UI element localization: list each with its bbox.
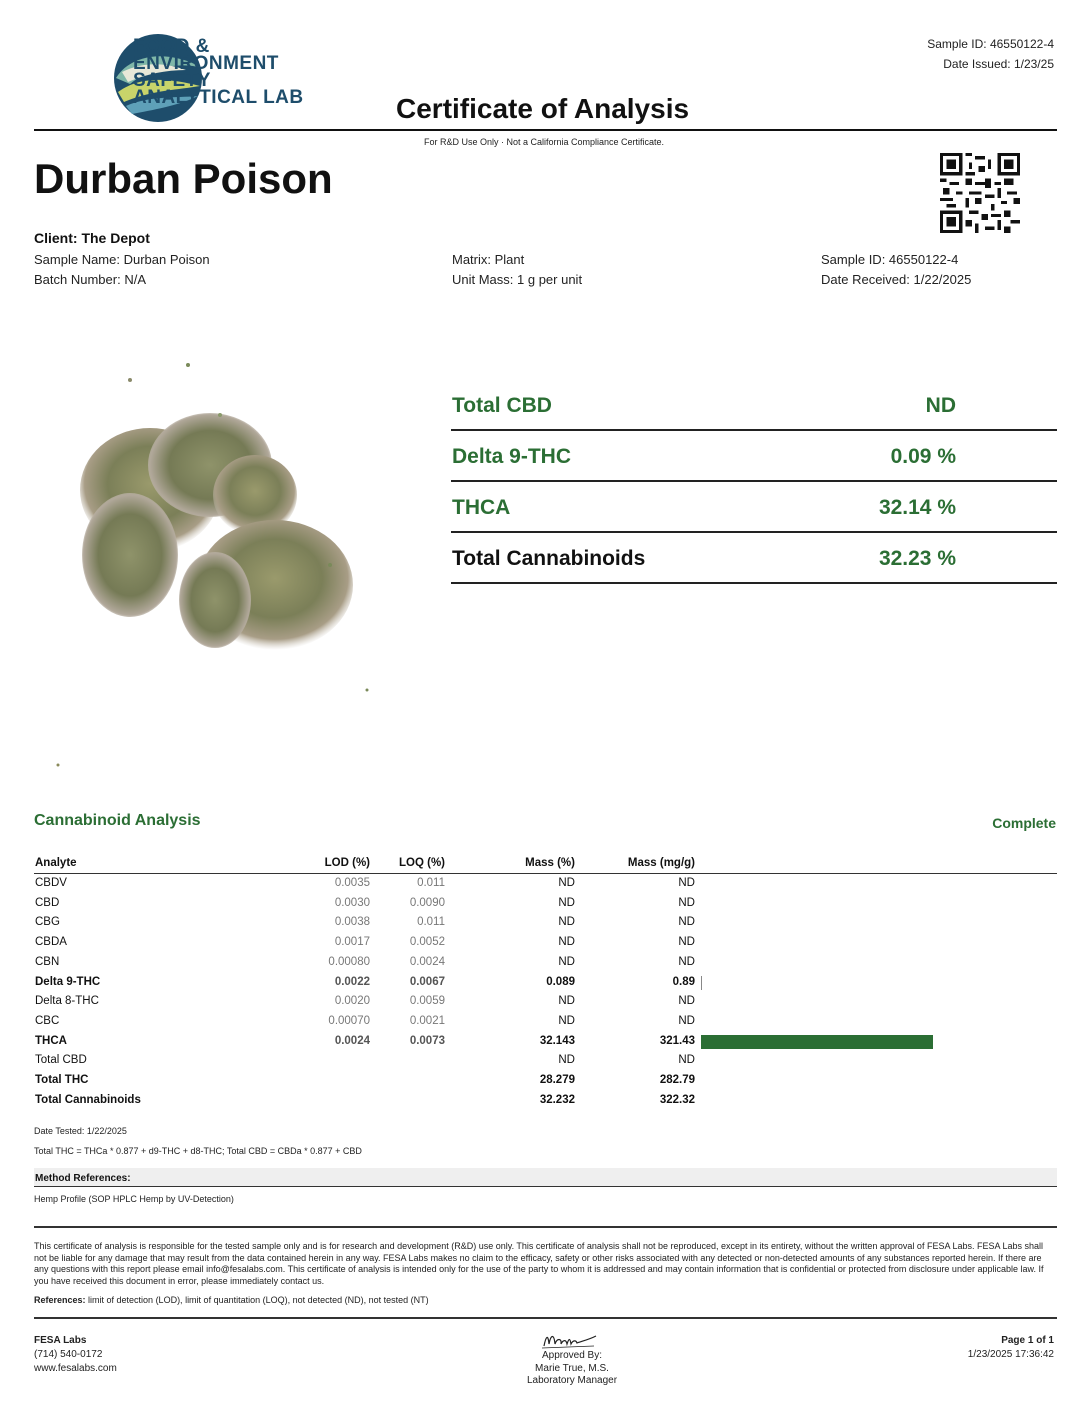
cell-lod: 0.0022 — [334, 975, 370, 988]
cell-mass-mg: 282.79 — [659, 1074, 695, 1086]
cell-mass-mg: ND — [678, 936, 695, 949]
cell-mass-mg: ND — [678, 995, 695, 1008]
info-col-middle — [452, 250, 582, 290]
cell-mass-pct: ND — [558, 995, 575, 1008]
cell-mass-mg: 321.43 — [659, 1034, 695, 1047]
cell-analyte: Delta 8-THC — [35, 995, 99, 1008]
cell-mass-mg: ND — [678, 1014, 695, 1027]
mass-bar — [701, 976, 702, 990]
approver-signature — [530, 1326, 610, 1352]
cell-mass-mg: 322.32 — [659, 1093, 695, 1106]
legal-disclaimer: This certificate of analysis is responsible for the tested sample only and is for research and development (R&D) use only. This certificate of analysis shall not be reproduced, except in its entirety, without the written approval of FESA Labs. FESA Labs shall not be liable for any damage that may result from the data contained herein in any way. FESA Labs makes no claim to the efficacy, safety or other risks associated with any detected or non-detected amounts of any substances reported herein. If there are any questions with this report please email info@fesalabs.com. This certificate of analysis is intended only for the use of the party to whom it is addressed and may contain information that is confidential or protected from disclosure under applicable law. If you have received this document in error, please immediately contact us. — [34, 1241, 1044, 1286]
summary-total-cbd — [451, 380, 1057, 431]
cell-lod: 0.0017 — [334, 936, 370, 949]
cell-mass-pct: 32.143 — [539, 1034, 575, 1047]
cell-loq: 0.011 — [417, 877, 445, 889]
summary-thca — [451, 482, 1057, 533]
report-timestamp: 1/23/2025 17:36:42 — [967, 1349, 1054, 1360]
product-name: Durban Poison — [34, 155, 333, 202]
summary-label: THCA — [452, 496, 511, 519]
total-formula: Total THC = THCa * 0.877 + d9-THC + d8-THC; Total CBD = CBDa * 0.877 + CBD — [34, 1146, 362, 1156]
cell-loq: 0.0067 — [409, 975, 445, 988]
approver-title: Laboratory Manager — [526, 1375, 618, 1386]
table-row — [34, 953, 1057, 973]
cell-loq: 0.0021 — [409, 1014, 445, 1027]
method-references-heading: Method References: — [34, 1168, 1057, 1187]
status-badge: Complete — [992, 815, 1056, 831]
references — [34, 1295, 429, 1305]
summary-delta9-thc — [451, 431, 1057, 482]
references-label: References: — [34, 1295, 86, 1305]
page-title: Certificate of Analysis — [396, 93, 690, 124]
table-row — [34, 1091, 1057, 1111]
summary-label: Delta 9-THC — [452, 445, 572, 468]
cell-analyte: CBD — [35, 896, 60, 909]
cell-lod: 0.0030 — [334, 896, 370, 909]
cell-lod: 0.00080 — [328, 955, 370, 968]
summary-total-cannabinoids — [451, 533, 1057, 584]
footer-page-info — [968, 1334, 1054, 1362]
cell-mass-pct: ND — [558, 916, 575, 929]
cell-mass-pct: 0.089 — [546, 975, 575, 988]
cell-loq: 0.0073 — [409, 1034, 445, 1047]
cell-lod: 0.0020 — [334, 995, 370, 1008]
cell-analyte: Total THC — [35, 1074, 89, 1086]
cell-lod: 0.0024 — [334, 1034, 370, 1047]
cell-lod: 0.0035 — [334, 877, 370, 889]
cell-mass-mg: 0.89 — [672, 975, 695, 988]
cell-analyte: CBG — [35, 916, 60, 929]
cell-mass-mg: ND — [678, 916, 695, 929]
info-col-left — [34, 250, 210, 290]
summary-label: Total Cannabinoids — [452, 547, 646, 570]
footer-lab-name: FESA Labs — [34, 1335, 87, 1346]
cell-mass-pct: ND — [558, 936, 575, 949]
table-row — [34, 894, 1057, 914]
cell-mass-pct: 32.232 — [539, 1093, 575, 1106]
cell-mass-pct: ND — [558, 896, 575, 909]
cell-loq: 0.0090 — [409, 896, 445, 909]
cell-analyte: CBN — [35, 955, 60, 968]
cell-mass-pct: ND — [558, 877, 575, 889]
cell-mass-pct: ND — [558, 955, 575, 968]
table-row — [34, 1071, 1057, 1091]
qr-code[interactable] — [940, 153, 1020, 233]
date-received: Date Received: 1/22/2025 — [821, 272, 972, 287]
header-divider — [34, 129, 1057, 131]
cell-loq: 0.011 — [417, 916, 445, 929]
footer-website[interactable]: www.fesalabs.com — [34, 1363, 117, 1374]
sample-name: Sample Name: Durban Poison — [34, 252, 210, 267]
col-loq: LOQ (%) — [399, 857, 445, 869]
client-name: Client: The Depot — [34, 230, 150, 246]
summary-value: 32.23 % — [878, 547, 956, 570]
cell-mass-pct: ND — [558, 1054, 575, 1067]
table-header — [34, 856, 1057, 874]
cell-analyte: CBC — [35, 1014, 60, 1027]
header-date-issued: Date Issued: 1/23/25 — [943, 57, 1054, 71]
summary-value: 0.09 % — [890, 445, 956, 468]
col-mass-pct: Mass (%) — [525, 857, 575, 869]
table-row — [34, 1012, 1057, 1032]
page-number: Page 1 of 1 — [1001, 1335, 1054, 1346]
table-row — [34, 1051, 1057, 1071]
cell-mass-mg: ND — [678, 955, 695, 968]
cell-mass-pct: ND — [558, 1014, 575, 1027]
footer-contact — [34, 1334, 117, 1376]
rd-disclaimer: For R&D Use Only · Not a California Compliance Certificate. — [423, 137, 665, 147]
cell-loq: 0.0052 — [409, 936, 445, 949]
unit-mass: Unit Mass: 1 g per unit — [452, 272, 583, 287]
cell-loq: 0.0059 — [409, 995, 445, 1008]
col-lod: LOD (%) — [324, 857, 370, 869]
references-text: limit of detection (LOD), limit of quantitation (LOQ), not detected (ND), not tested (NT) — [85, 1295, 429, 1305]
cell-analyte: Total Cannabinoids — [35, 1093, 141, 1106]
product-photo — [30, 300, 380, 780]
batch-number: Batch Number: N/A — [34, 272, 146, 287]
summary-value: 32.14 % — [878, 496, 956, 519]
mass-bar — [701, 1035, 933, 1049]
table-row — [34, 1032, 1057, 1052]
cell-loq: 0.0024 — [409, 955, 445, 968]
table-row — [34, 992, 1057, 1012]
footer-phone[interactable]: (714) 540-0172 — [34, 1349, 103, 1360]
approver-name: Marie True, M.S. — [535, 1362, 609, 1374]
header-sample-id: Sample ID: 46550122-4 — [927, 37, 1054, 51]
footer-approval — [472, 1350, 672, 1388]
lab-wordmark: FOOD & ENVIRONMENT SAFETY ANALYTICAL LAB — [133, 36, 304, 108]
cell-mass-mg: ND — [678, 1054, 695, 1067]
cell-lod: 0.00070 — [328, 1014, 370, 1027]
cell-analyte: CBDA — [35, 936, 67, 949]
header-meta — [927, 34, 1054, 74]
cell-analyte: CBDV — [35, 877, 67, 889]
matrix: Matrix: Plant — [452, 252, 525, 267]
cell-analyte: Total CBD — [35, 1054, 87, 1067]
section-title: Cannabinoid Analysis — [34, 812, 201, 829]
footer-divider — [34, 1317, 1057, 1319]
cell-analyte: THCA — [35, 1034, 67, 1047]
method-reference: Hemp Profile (SOP HPLC Hemp by UV-Detection) — [34, 1194, 234, 1204]
col-mass-mg: Mass (mg/g) — [627, 857, 695, 869]
summary-label: Total CBD — [452, 394, 552, 417]
table-row — [34, 874, 1057, 894]
date-tested: Date Tested: 1/22/2025 — [34, 1126, 127, 1136]
col-analyte: Analyte — [35, 857, 77, 869]
table-row — [34, 913, 1057, 933]
cell-analyte: Delta 9-THC — [35, 975, 101, 988]
info-sample-id: Sample ID: 46550122-4 — [821, 252, 959, 267]
summary-value: ND — [925, 394, 956, 417]
table-row — [34, 973, 1057, 993]
cell-mass-mg: ND — [678, 896, 695, 909]
table-row — [34, 933, 1057, 953]
divider — [34, 1226, 1057, 1228]
info-col-right — [821, 250, 971, 290]
cell-lod: 0.0038 — [334, 916, 370, 929]
cell-mass-pct: 28.279 — [539, 1074, 575, 1086]
approved-by-label: Approved By: — [541, 1350, 603, 1361]
cell-mass-mg: ND — [678, 877, 695, 889]
